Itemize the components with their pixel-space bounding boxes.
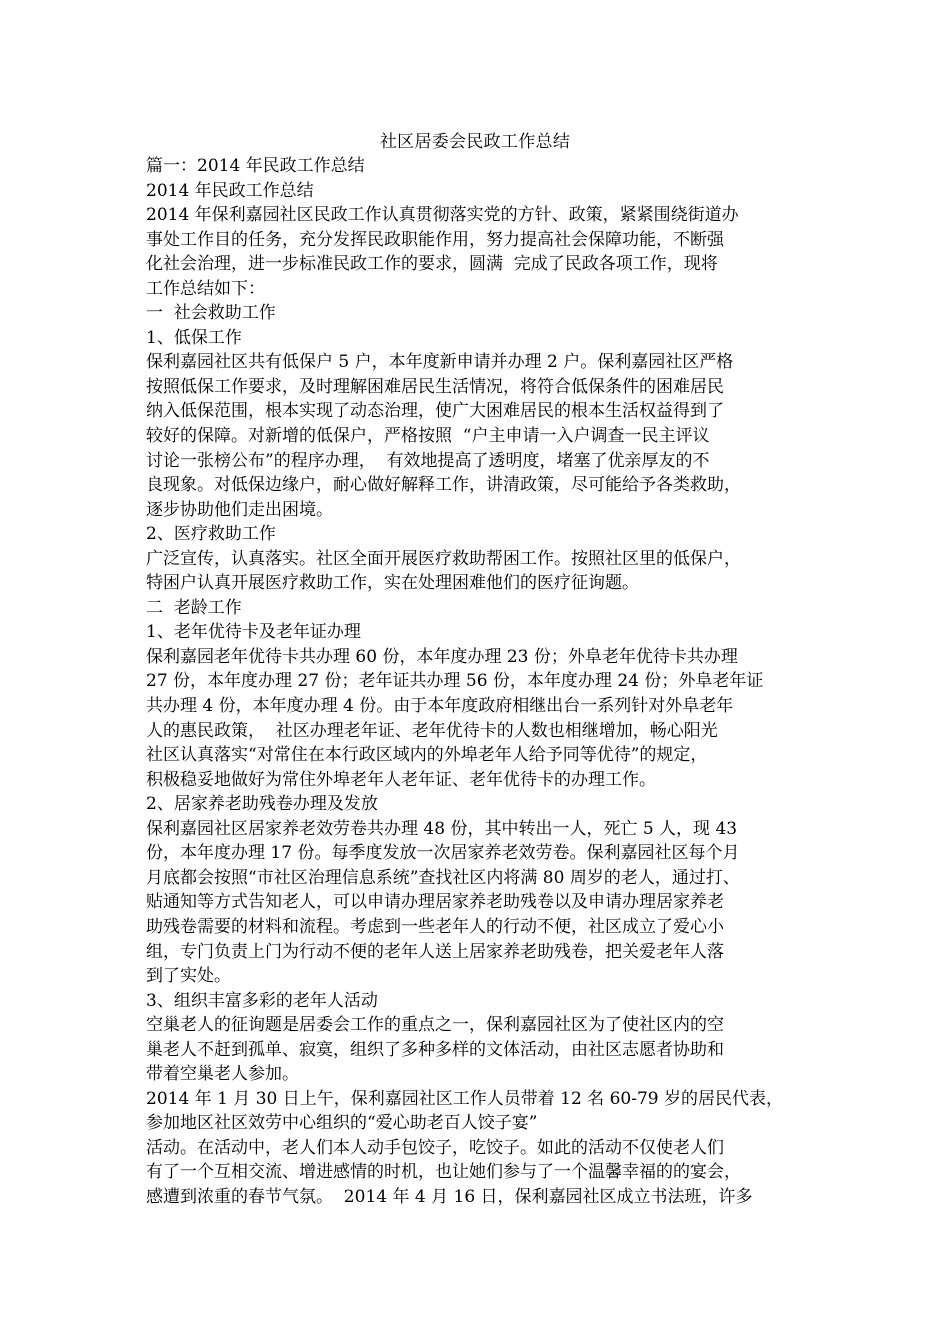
text-line: 到了实处。 [146, 966, 231, 987]
text-line: 助残卷需要的材料和流程。考虑到一些老年人的行动不便，社区成立了爱心小 [146, 916, 724, 937]
text-line: 感遭到浓重的春节气氛。 2014 年 4 月 16 日，保利嘉园社区成立书法班，许多 [146, 1186, 753, 1207]
text-line: 广泛宣传，认真落实。社区全面开展医疗救助帮困工作。按照社区里的低保户， [146, 548, 741, 569]
text-line: 积极稳妥地做好为常住外埠老年人老年证、老年优待卡的办理工作。 [146, 769, 656, 790]
text-line: 较好的保障。对新增的低保户，严格按照 “户主申请一入户调查一民主评议 [146, 426, 710, 447]
text-line: 社区认真落实“对常住在本行政区域内的外埠老年人给予同等优待”的规定， [146, 745, 708, 766]
document-title: 社区居委会民政工作总结 [379, 132, 571, 152]
text-line: 参加地区社区效劳中心组织的“爱心助老百人饺子宴” [146, 1113, 538, 1134]
text-line: 二 老龄工作 [146, 597, 242, 618]
text-line: 纳入低保范围，根本实现了动态治理，使广大困难居民的根本生活权益得到了 [146, 401, 724, 422]
document-body [146, 154, 836, 1210]
text-line: 良现象。对低保边缘户，耐心做好解释工作，讲清政策，尽可能给予各类救助， [146, 475, 741, 496]
text-line: 讨论一张榜公布”的程序办理， 有效地提高了透明度，堵塞了优亲厚友的不 [146, 450, 710, 471]
text-line: 特困户认真开展医疗救助工作，实在处理困难他们的医疗征询题。 [146, 573, 639, 594]
text-line: 篇一：2014 年民政工作总结 [146, 156, 365, 176]
text-line: 巢老人不赶到孤单、寂寞，组织了多种多样的文体活动，由社区志愿者协助和 [146, 1039, 724, 1060]
text-line: 组，专门负责上门为行动不便的老年人送上居家养老助残卷，把关爱老年人落 [146, 941, 724, 962]
text-line: 27 份，本年度办理 27 份；老年证共办理 56 份，本年度办理 24 份；外阜老年证 [146, 671, 764, 692]
text-line: 2、医疗救助工作 [146, 524, 276, 545]
text-line: 带着空巢老人参加。 [146, 1064, 299, 1085]
text-line: 份，本年度办理 17 份。每季度发放一次居家养老效劳卷。保利嘉园社区每个月 [146, 843, 740, 864]
text-line: 2014 年 1 月 30 日上午，保利嘉园社区工作人员带着 12 名 60-79 岁的居民代表， [146, 1088, 783, 1109]
text-line: 逐步协助他们走出困境。 [146, 499, 333, 520]
text-line: 化社会治理，进一步标准民政工作的要求，圆满 完成了民政各项工作，现将 [146, 254, 718, 275]
text-line: 1、老年优待卡及老年证办理 [146, 622, 361, 643]
text-line: 事处工作目的任务，充分发挥民政职能作用，努力提高社会保障功能，不断强 [146, 229, 724, 250]
text-line: 空巢老人的征询题是居委会工作的重点之一，保利嘉园社区为了使社区内的空 [146, 1015, 724, 1036]
text-line: 贴通知等方式告知老人，可以申请办理居家养老助残卷以及申请办理居家养老 [146, 892, 724, 913]
text-line: 按照低保工作要求，及时理解困难居民生活情况，将符合低保条件的困难居民 [146, 376, 724, 397]
text-line: 保利嘉园老年优待卡共办理 60 份，本年度办理 23 份；外阜老年优待卡共办理 [146, 646, 738, 667]
text-line: 工作总结如下： [146, 278, 265, 299]
text-line: 人的惠民政策， 社区办理老年证、老年优待卡的人数也相继增加，畅心阳光 [146, 720, 718, 741]
text-line: 活动。在活动中，老人们本人动手包饺子，吃饺子。如此的活动不仅使老人们 [146, 1137, 724, 1158]
text-line: 2014 年民政工作总结 [146, 180, 314, 201]
text-line: 有了一个互相交流、增进感情的时机，也让她们参与了一个温馨幸福的的宴会， [146, 1162, 741, 1183]
text-line: 月底都会按照“市社区治理信息系统”查找社区内将满 80 周岁的老人，通过打、 [146, 867, 740, 888]
text-line: 2、居家养老助残卷办理及发放 [146, 794, 378, 815]
text-line: 共办理 4 份，本年度办理 4 份。由于本年度政府相继出台一系列针对外阜老年 [146, 696, 734, 717]
text-line: 保利嘉园社区居家养老效劳卷共办理 48 份，其中转出一人，死亡 5 人，现 43 [146, 818, 738, 839]
text-line: 2014 年保利嘉园社区民政工作认真贯彻落实党的方针、政策，紧紧围绕街道办 [146, 205, 739, 226]
text-line: 一 社会救助工作 [146, 303, 276, 324]
text-line: 保利嘉园社区共有低保户 5 户，本年度新申请并办理 2 户。保利嘉园社区严格 [146, 352, 734, 373]
text-line: 3、组织丰富多彩的老年人活动 [146, 990, 378, 1011]
text-line: 1、低保工作 [146, 327, 242, 348]
